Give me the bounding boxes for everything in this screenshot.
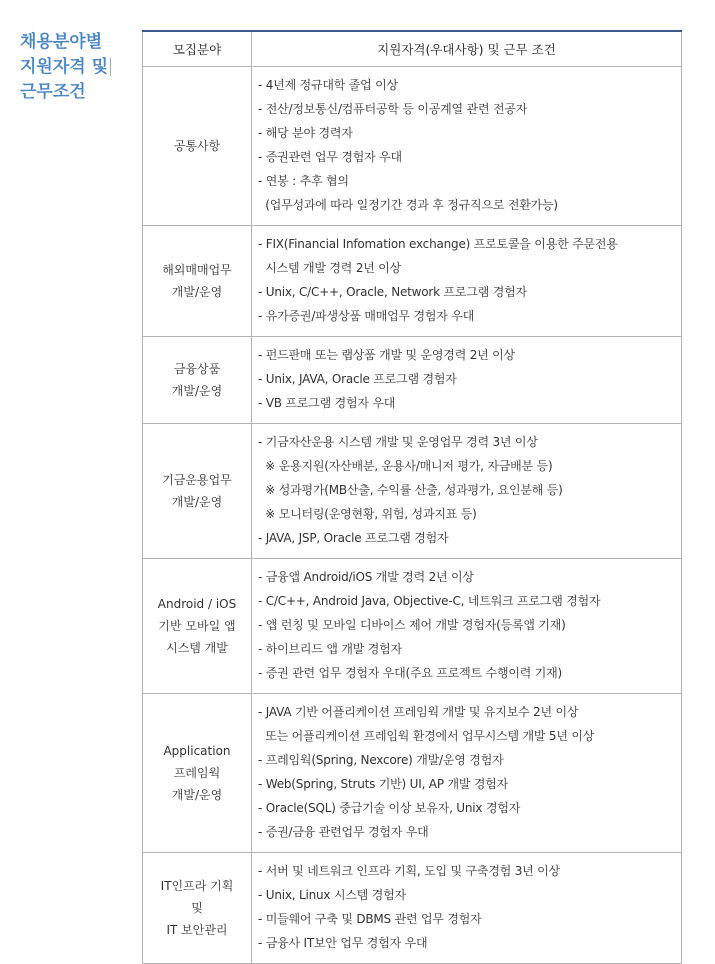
section-title bbox=[20, 30, 125, 105]
section-title-line: 지원자격 및 bbox=[20, 55, 125, 80]
recruit-field-label: 개발/운영 bbox=[171, 384, 223, 398]
requirement-line: - 연봉 : 추후 협의 bbox=[258, 174, 349, 188]
requirements-cell bbox=[252, 67, 682, 226]
requirement-line: - Oracle(SQL) 중급기술 이상 보유자, Unix 경험자 bbox=[258, 801, 521, 815]
requirement-line: - 펀드판매 또는 랩상품 개발 및 운영경력 2년 이상 bbox=[258, 348, 515, 362]
recruit-field-cell bbox=[143, 67, 252, 226]
requirement-line: - Unix, Linux 시스템 경험자 bbox=[258, 888, 406, 902]
recruit-field-label: Android / iOS bbox=[157, 597, 237, 611]
requirement-line: - 기금자산운용 시스템 개발 및 운영업무 경력 3년 이상 bbox=[258, 435, 538, 449]
requirement-line: - FIX(Financial Infomation exchange) 프로토콜을 이용한 주문전용 bbox=[258, 237, 618, 251]
requirement-line: 시스템 개발 경력 2년 이상 bbox=[258, 261, 402, 275]
requirements-cell bbox=[252, 337, 682, 424]
recruit-field-label: 금융상품 bbox=[173, 362, 221, 376]
requirement-line: - 증권/금융 관련업무 경험자 우대 bbox=[258, 825, 429, 839]
requirement-line: 또는 어플리케이션 프레임웍 환경에서 업무시스템 개발 5년 이상 bbox=[258, 729, 595, 743]
requirement-line: ※ 성과평가(MB산출, 수익률 산출, 성과평가, 요인분해 등) bbox=[258, 483, 563, 497]
requirements-cell bbox=[252, 694, 682, 853]
requirements-table bbox=[142, 30, 682, 964]
recruit-field-label: 개발/운영 bbox=[171, 495, 223, 509]
recruit-field-cell bbox=[143, 226, 252, 337]
requirement-line: - JAVA, JSP, Oracle 프로그램 경험자 bbox=[258, 531, 449, 545]
requirement-line: ※ 모니터링(운영현황, 위험, 성과지표 등) bbox=[258, 507, 477, 521]
requirement-line: - 금융사 IT보안 업무 경험자 우대 bbox=[258, 936, 428, 950]
requirement-line: (업무성과에 따라 일정기간 경과 후 정규직으로 전환가능) bbox=[258, 198, 558, 212]
table-row bbox=[143, 226, 682, 337]
header-requirements: 지원자격(우대사항) 및 근무 조건 bbox=[252, 31, 682, 67]
requirement-line: ※ 운용지원(자산배분, 운용사/매니저 평가, 자금배분 등) bbox=[258, 459, 553, 473]
recruit-field-label: 개발/운영 bbox=[171, 788, 223, 802]
table-header-row bbox=[143, 31, 682, 67]
table-row bbox=[143, 424, 682, 559]
table-row bbox=[143, 559, 682, 694]
recruit-field-label: 해외매매업무 bbox=[162, 263, 232, 277]
table-body bbox=[143, 67, 682, 964]
requirement-line: - C/C++, Android Java, Objective-C, 네트워크 프로그램 경험자 bbox=[258, 594, 601, 608]
requirement-line: - 프레임웍(Spring, Nexcore) 개발/운영 경험자 bbox=[258, 753, 504, 767]
requirement-line: - 4년제 정규대학 졸업 이상 bbox=[258, 78, 398, 92]
recruit-field-label: 프레임웍 bbox=[173, 766, 221, 780]
requirement-line: - 미들웨어 구축 및 DBMS 관련 업무 경험자 bbox=[258, 912, 482, 926]
requirements-cell bbox=[252, 226, 682, 337]
table-row bbox=[143, 67, 682, 226]
header-field: 모집분야 bbox=[143, 31, 252, 67]
recruit-field-label: 기금운용업무 bbox=[162, 473, 232, 487]
requirement-line: - 해당 분야 경력자 bbox=[258, 126, 353, 140]
requirement-line: - 금융앱 Android/iOS 개발 경력 2년 이상 bbox=[258, 570, 474, 584]
table-row bbox=[143, 853, 682, 964]
requirement-line: - Unix, C/C++, Oracle, Network 프로그램 경험자 bbox=[258, 285, 527, 299]
recruit-field-cell bbox=[143, 853, 252, 964]
requirements-cell bbox=[252, 853, 682, 964]
requirement-line: - 전산/정보통신/컴퓨터공학 등 이공계열 관련 전공자 bbox=[258, 102, 528, 116]
recruit-field-cell bbox=[143, 694, 252, 853]
table-row bbox=[143, 337, 682, 424]
recruit-field-label: 공통사항 bbox=[173, 139, 221, 153]
recruit-field-label: 및 bbox=[191, 901, 203, 915]
recruit-field-label: 개발/운영 bbox=[171, 285, 223, 299]
requirements-cell bbox=[252, 424, 682, 559]
recruit-field-label: IT인프라 기획 bbox=[160, 879, 234, 893]
section-title-line: 근무조건 bbox=[20, 82, 86, 102]
recruit-field-label: Application bbox=[163, 744, 231, 758]
recruit-field-label: 시스템 개발 bbox=[166, 641, 228, 655]
requirement-line: - JAVA 기반 어플리케이션 프레임웍 개발 및 유지보수 2년 이상 bbox=[258, 705, 579, 719]
recruit-field-cell bbox=[143, 559, 252, 694]
requirement-line: - Unix, JAVA, Oracle 프로그램 경험자 bbox=[258, 372, 457, 386]
requirement-line: - 앱 런칭 및 모바일 디바이스 제어 개발 경험자(등록앱 기재) bbox=[258, 618, 566, 632]
requirement-line: - 하이브리드 앱 개발 경험자 bbox=[258, 642, 402, 656]
recruit-field-label: IT 보안관리 bbox=[166, 923, 228, 937]
requirement-line: - 유가증권/파생상품 매매업무 경험자 우대 bbox=[258, 309, 475, 323]
title-divider bbox=[110, 58, 111, 76]
table-row bbox=[143, 694, 682, 853]
requirements-cell bbox=[252, 559, 682, 694]
requirement-line: - Web(Spring, Struts 기반) UI, AP 개발 경험자 bbox=[258, 777, 509, 791]
requirement-line: - 증권 관련 업무 경험자 우대(주요 프로젝트 수행이력 기재) bbox=[258, 666, 563, 680]
requirement-line: - 서버 및 네트워크 인프라 기획, 도입 및 구축경험 3년 이상 bbox=[258, 864, 560, 878]
recruit-field-cell bbox=[143, 424, 252, 559]
section-title-line: 채용분야별 bbox=[20, 32, 103, 52]
requirement-line: - 증권관련 업무 경험자 우대 bbox=[258, 150, 402, 164]
recruit-field-cell bbox=[143, 337, 252, 424]
recruit-field-label: 기반 모바일 앱 bbox=[158, 619, 236, 633]
requirement-line: - VB 프로그램 경험자 우대 bbox=[258, 396, 396, 410]
